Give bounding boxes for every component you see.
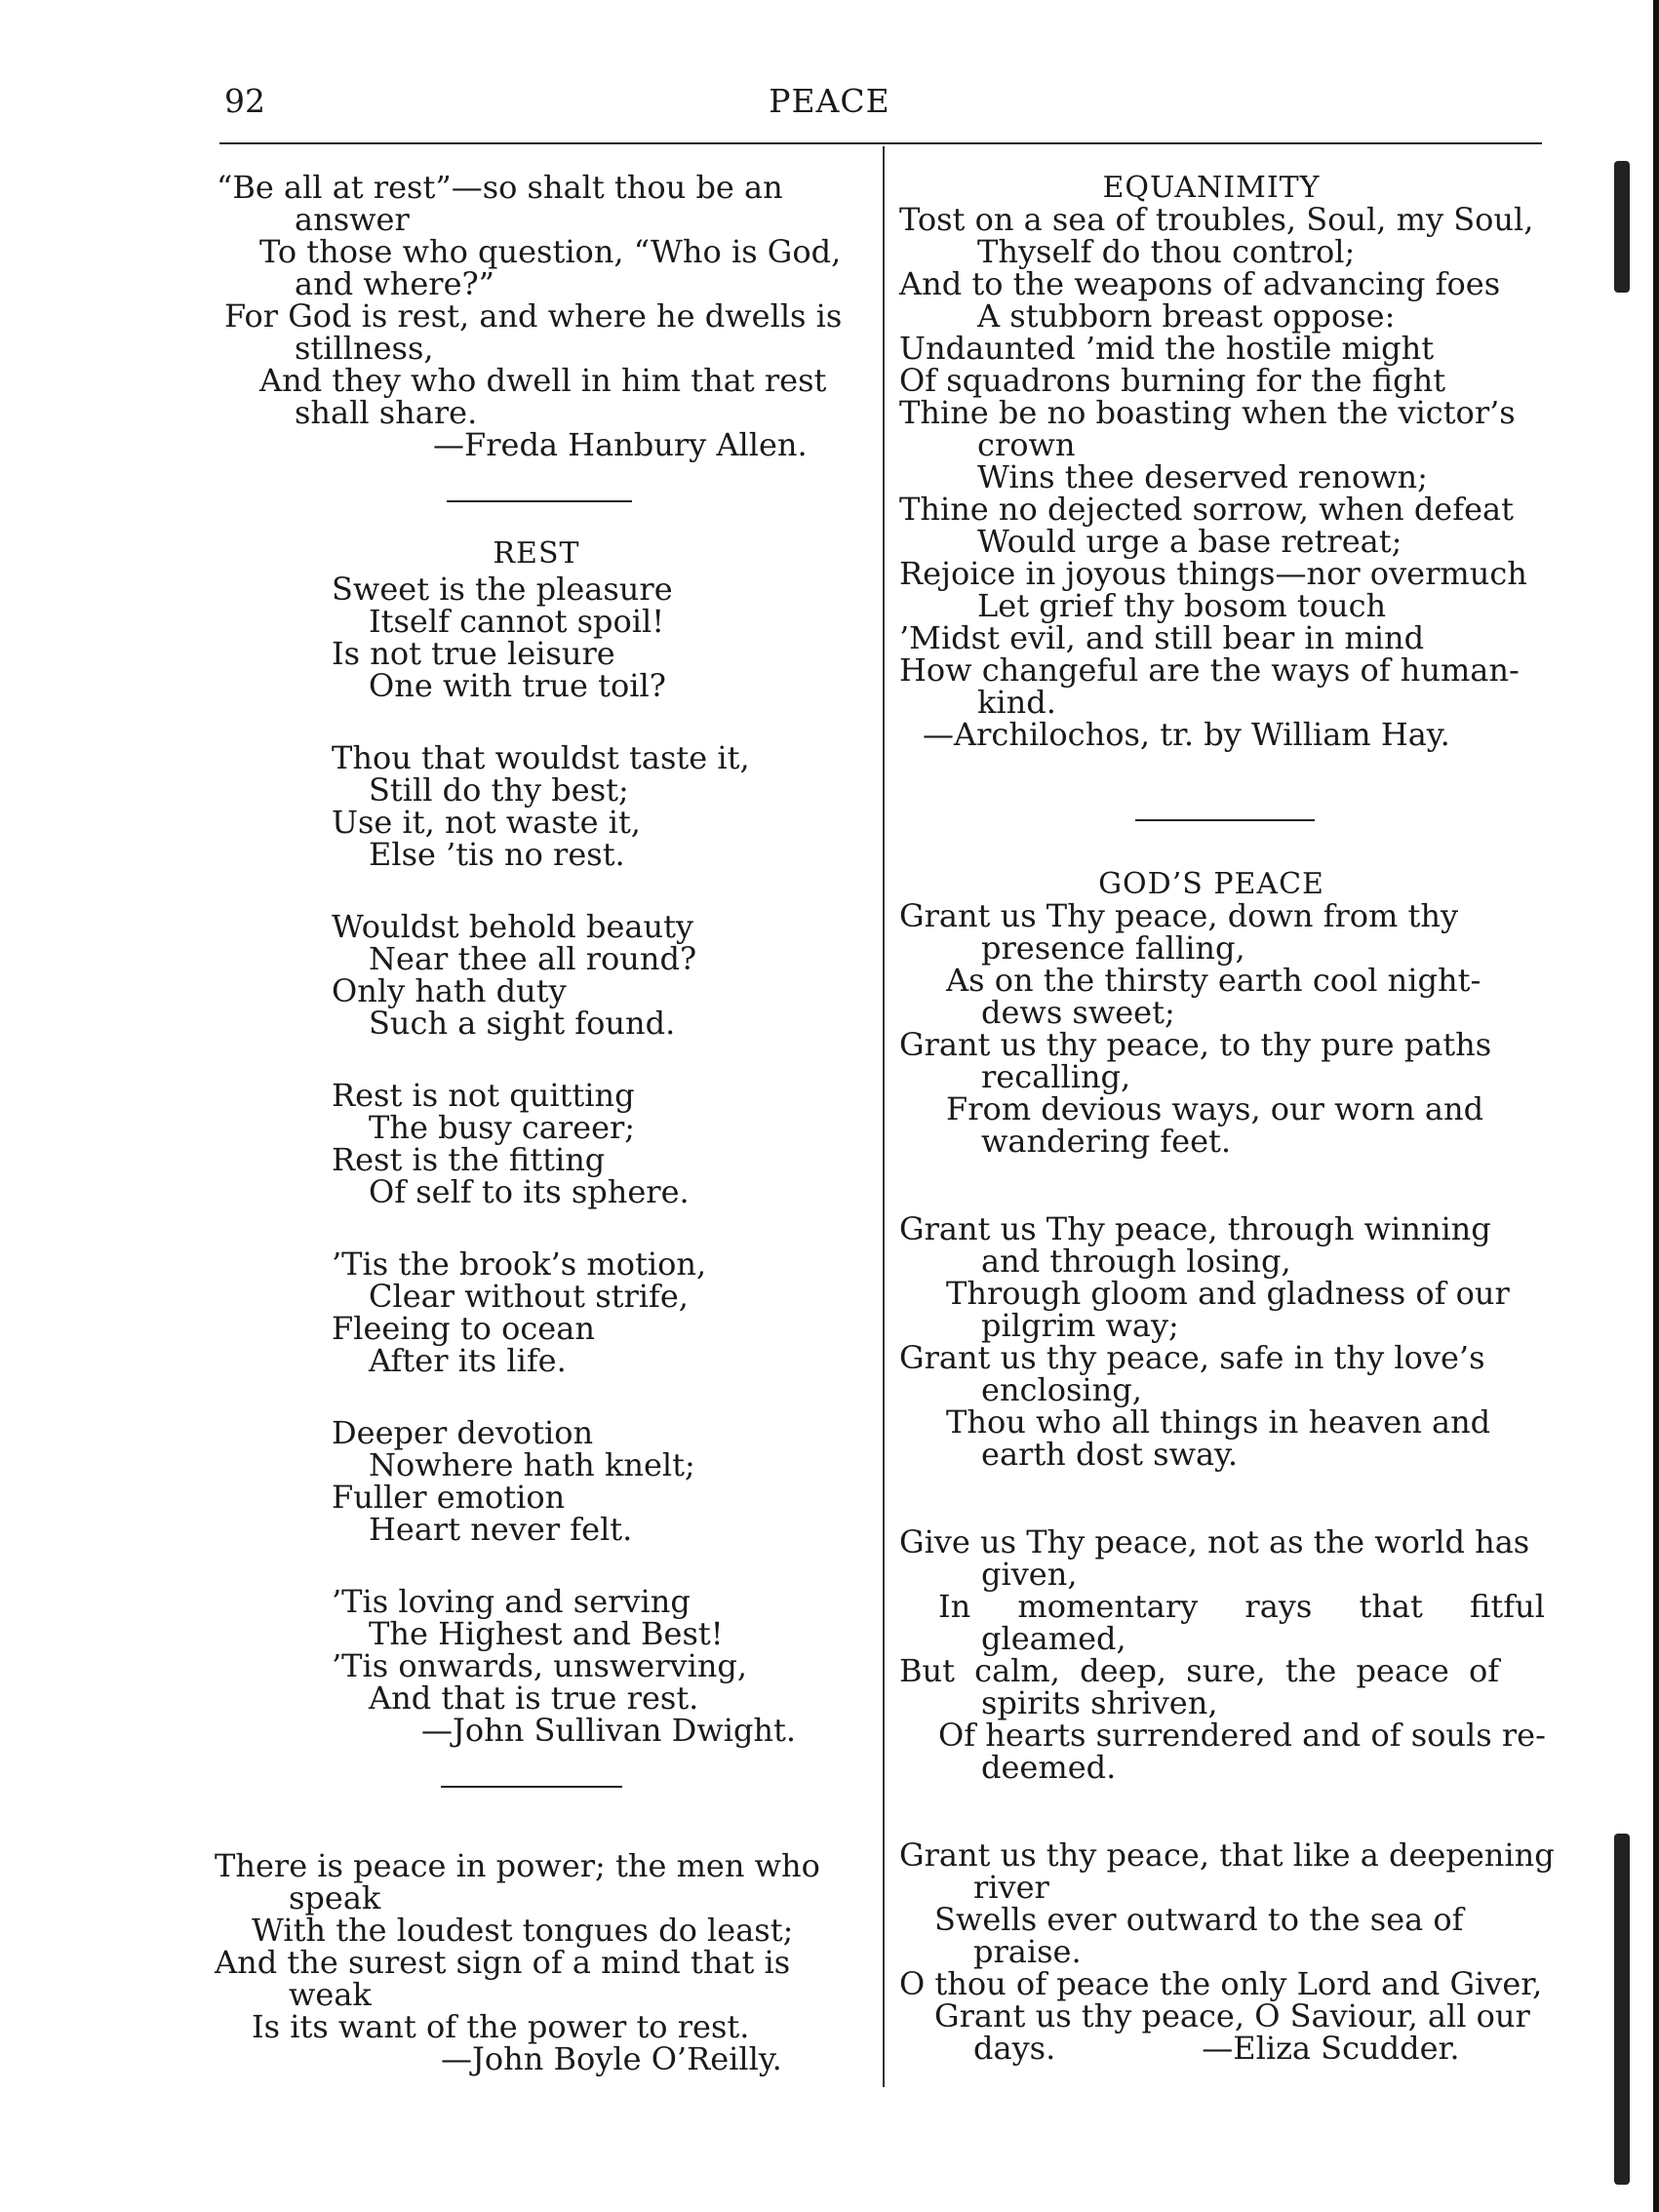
stanza xyxy=(215,739,858,873)
poem-line: Still do thy best; xyxy=(369,771,629,809)
poem-rest xyxy=(215,537,858,1747)
poem-line: crown xyxy=(977,426,1076,463)
poem-line: And that is true rest. xyxy=(369,1679,699,1717)
poem-line: Itself cannot spoil! xyxy=(369,603,665,640)
poem-line: With the loudest tongues do least; xyxy=(252,1912,794,1949)
attribution: —Freda Hanbury Allen. xyxy=(433,426,808,463)
poem-line: days. xyxy=(973,2030,1056,2067)
poem-equanimity xyxy=(899,172,1553,751)
poem-line: ’Tis the brook’s motion, xyxy=(332,1245,707,1283)
column-divider xyxy=(883,146,885,2087)
poem-line: And to the weapons of advancing foes xyxy=(899,265,1501,302)
poem-line: Near thee all round? xyxy=(369,940,697,977)
poem-line: Thou that wouldst taste it, xyxy=(332,739,750,776)
poem-line: Grant us thy peace, to thy pure paths xyxy=(899,1026,1492,1063)
poem-line: In momentary rays that fitful xyxy=(938,1588,1545,1625)
poem-line: Of self to its sphere. xyxy=(369,1173,690,1210)
section-rule xyxy=(1135,819,1315,821)
left-column xyxy=(215,169,858,2077)
poem-line: Use it, not waste it, xyxy=(332,804,641,841)
poem-line: Give us Thy peace, not as the world has xyxy=(899,1523,1530,1560)
poem-line: Else ’tis no rest. xyxy=(369,836,625,873)
poem-line: kind. xyxy=(977,684,1056,721)
poem-line: recalling, xyxy=(981,1058,1131,1095)
poem-line: Clear without strife, xyxy=(369,1278,689,1315)
poem-line: One with true toil? xyxy=(369,667,666,704)
poem-line: enclosing, xyxy=(981,1371,1142,1408)
stanza xyxy=(899,1523,1553,1786)
poem-line: Would urge a base retreat; xyxy=(977,523,1402,560)
page-number: 92 xyxy=(224,82,265,120)
poem-line: Tost on a sea of troubles, Soul, my Soul, xyxy=(899,201,1534,238)
poem-line: Grant us thy peace, that like a deepening xyxy=(899,1837,1555,1874)
stanza xyxy=(899,1839,1553,2065)
poem-line: As on the thirsty earth cool night- xyxy=(946,962,1481,999)
poem-line: Fuller emotion xyxy=(332,1479,566,1516)
stanza xyxy=(215,1414,858,1548)
poem-line: answer xyxy=(295,201,410,238)
poem-line: Thou who all things in heaven and xyxy=(946,1403,1491,1441)
poem-line: For God is rest, and where he dwells is xyxy=(224,297,843,335)
poem-line: A stubborn breast oppose: xyxy=(977,297,1396,335)
poem-line: And they who dwell in him that rest xyxy=(259,362,827,399)
poem-line: Fleeing to ocean xyxy=(332,1310,595,1347)
poem-line: Of hearts surrendered and of souls re- xyxy=(938,1717,1546,1754)
poem-line: “Be all at rest”—so shalt thou be an xyxy=(217,169,783,206)
poem-line: Wins thee deserved renown; xyxy=(977,458,1428,495)
poem-line: Such a sight found. xyxy=(369,1005,676,1042)
poem-title: EQUANIMITY xyxy=(1102,171,1321,205)
poem-line: The busy career; xyxy=(369,1109,636,1146)
poem-line: And the surest sign of a mind that is xyxy=(215,1944,791,1981)
page-edge-shadow xyxy=(1653,0,1659,2212)
poem-line: Grant us thy peace, safe in thy love’s xyxy=(899,1339,1485,1376)
poem-line: Grant us Thy peace, through winning xyxy=(899,1210,1491,1247)
section-rule xyxy=(441,1786,622,1788)
poem-line: Swells ever outward to the sea of xyxy=(934,1901,1464,1938)
poem-line: There is peace in power; the men who xyxy=(215,1847,820,1884)
poem-line: Is not true leisure xyxy=(332,635,615,672)
poem-title: GOD’S PEACE xyxy=(1098,867,1324,901)
stanza xyxy=(215,908,858,1042)
poem-line: Only hath duty xyxy=(332,972,567,1009)
poem-line: ’Tis loving and serving xyxy=(332,1583,691,1620)
poem-line: Rest is the fitting xyxy=(332,1141,606,1178)
poem-line: Wouldst behold beauty xyxy=(332,908,693,945)
poem-line: river xyxy=(973,1869,1049,1906)
right-column xyxy=(899,172,1553,2065)
attribution: —John Sullivan Dwight. xyxy=(421,1712,797,1749)
poem-line: Nowhere hath knelt; xyxy=(369,1446,695,1483)
stanza xyxy=(899,1210,1553,1473)
poem-line: Heart never felt. xyxy=(369,1511,633,1548)
poem-line: How changeful are the ways of human- xyxy=(899,652,1520,689)
poem-line: earth dost sway. xyxy=(981,1436,1239,1473)
poem-line: Let grief thy bosom touch xyxy=(977,587,1387,624)
stanza xyxy=(215,1583,858,1717)
poem-line: Sweet is the pleasure xyxy=(332,571,673,608)
poem-line: To those who question, “Who is God, xyxy=(259,233,842,270)
poem-line: Grant us Thy peace, down from thy xyxy=(899,897,1459,934)
stanza xyxy=(215,1245,858,1379)
poem-line: Is its want of the power to rest. xyxy=(252,2008,750,2045)
poem-line: After its life. xyxy=(369,1342,567,1379)
poem-line: Of squadrons burning for the fight xyxy=(899,362,1446,399)
stanza xyxy=(899,897,1553,1160)
poem-line: dews sweet; xyxy=(981,994,1175,1031)
poem-line: and through losing, xyxy=(981,1243,1291,1280)
scan-artifact xyxy=(1614,161,1630,293)
attribution: —Archilochos, tr. by William Hay. xyxy=(923,716,1450,753)
stanza xyxy=(215,1077,858,1210)
running-head: PEACE xyxy=(769,82,890,120)
poem-line: ’Tis onwards, unswerving, xyxy=(332,1647,748,1684)
poem-line: spirits shriven, xyxy=(981,1684,1218,1721)
poem-line: O thou of peace the only Lord and Giver, xyxy=(899,1965,1543,2002)
poem-line: and where?” xyxy=(295,265,495,302)
poem-line: Rest is not quitting xyxy=(332,1077,635,1114)
poem-line: Grant us thy peace, O Saviour, all our xyxy=(934,1997,1530,2034)
poem-line: Undaunted ’mid the hostile might xyxy=(899,330,1435,367)
poem-last-line xyxy=(899,2030,1553,2067)
poem-line: Deeper devotion xyxy=(332,1414,594,1451)
poem-line: Thine no dejected sorrow, when defeat xyxy=(899,491,1514,528)
header-rule xyxy=(219,142,1542,144)
poem-line: Through gloom and gladness of our xyxy=(946,1275,1510,1312)
poem-line: wandering feet. xyxy=(981,1123,1232,1160)
attribution: —John Boyle O’Reilly. xyxy=(441,2040,782,2077)
poem-line: praise. xyxy=(973,1933,1082,1970)
poem-line: But calm, deep, sure, the peace of xyxy=(899,1652,1500,1689)
poem-peace-in-power xyxy=(215,1847,858,2077)
stanza xyxy=(215,573,858,702)
poem-be-all-at-rest xyxy=(215,169,858,463)
poem-line: pilgrim way; xyxy=(981,1307,1179,1344)
poem-line: Rejoice in joyous things—nor overmuch xyxy=(899,555,1527,592)
poem-line: gleamed, xyxy=(981,1620,1126,1657)
poem-line: ’Midst evil, and still bear in mind xyxy=(899,619,1425,656)
poem-gods-peace xyxy=(899,868,1553,2065)
poem-line: shall share. xyxy=(295,394,478,431)
poem-line: stillness, xyxy=(295,330,434,367)
poem-line: The Highest and Best! xyxy=(369,1615,724,1652)
poem-title: REST xyxy=(493,536,580,571)
poem-line: Thine be no boasting when the victor’s xyxy=(899,394,1516,431)
section-rule xyxy=(447,500,632,502)
poem-line: Thyself do thou control; xyxy=(977,233,1356,270)
poem-line: presence falling, xyxy=(981,929,1245,967)
attribution: —Eliza Scudder. xyxy=(1202,2030,1460,2067)
poem-line: given, xyxy=(981,1556,1078,1593)
scan-artifact xyxy=(1614,1834,1630,2185)
poem-line: weak xyxy=(289,1976,372,2013)
poem-line: speak xyxy=(289,1879,381,1916)
poem-line: From devious ways, our worn and xyxy=(946,1090,1484,1127)
poem-line: deemed. xyxy=(981,1749,1117,1786)
